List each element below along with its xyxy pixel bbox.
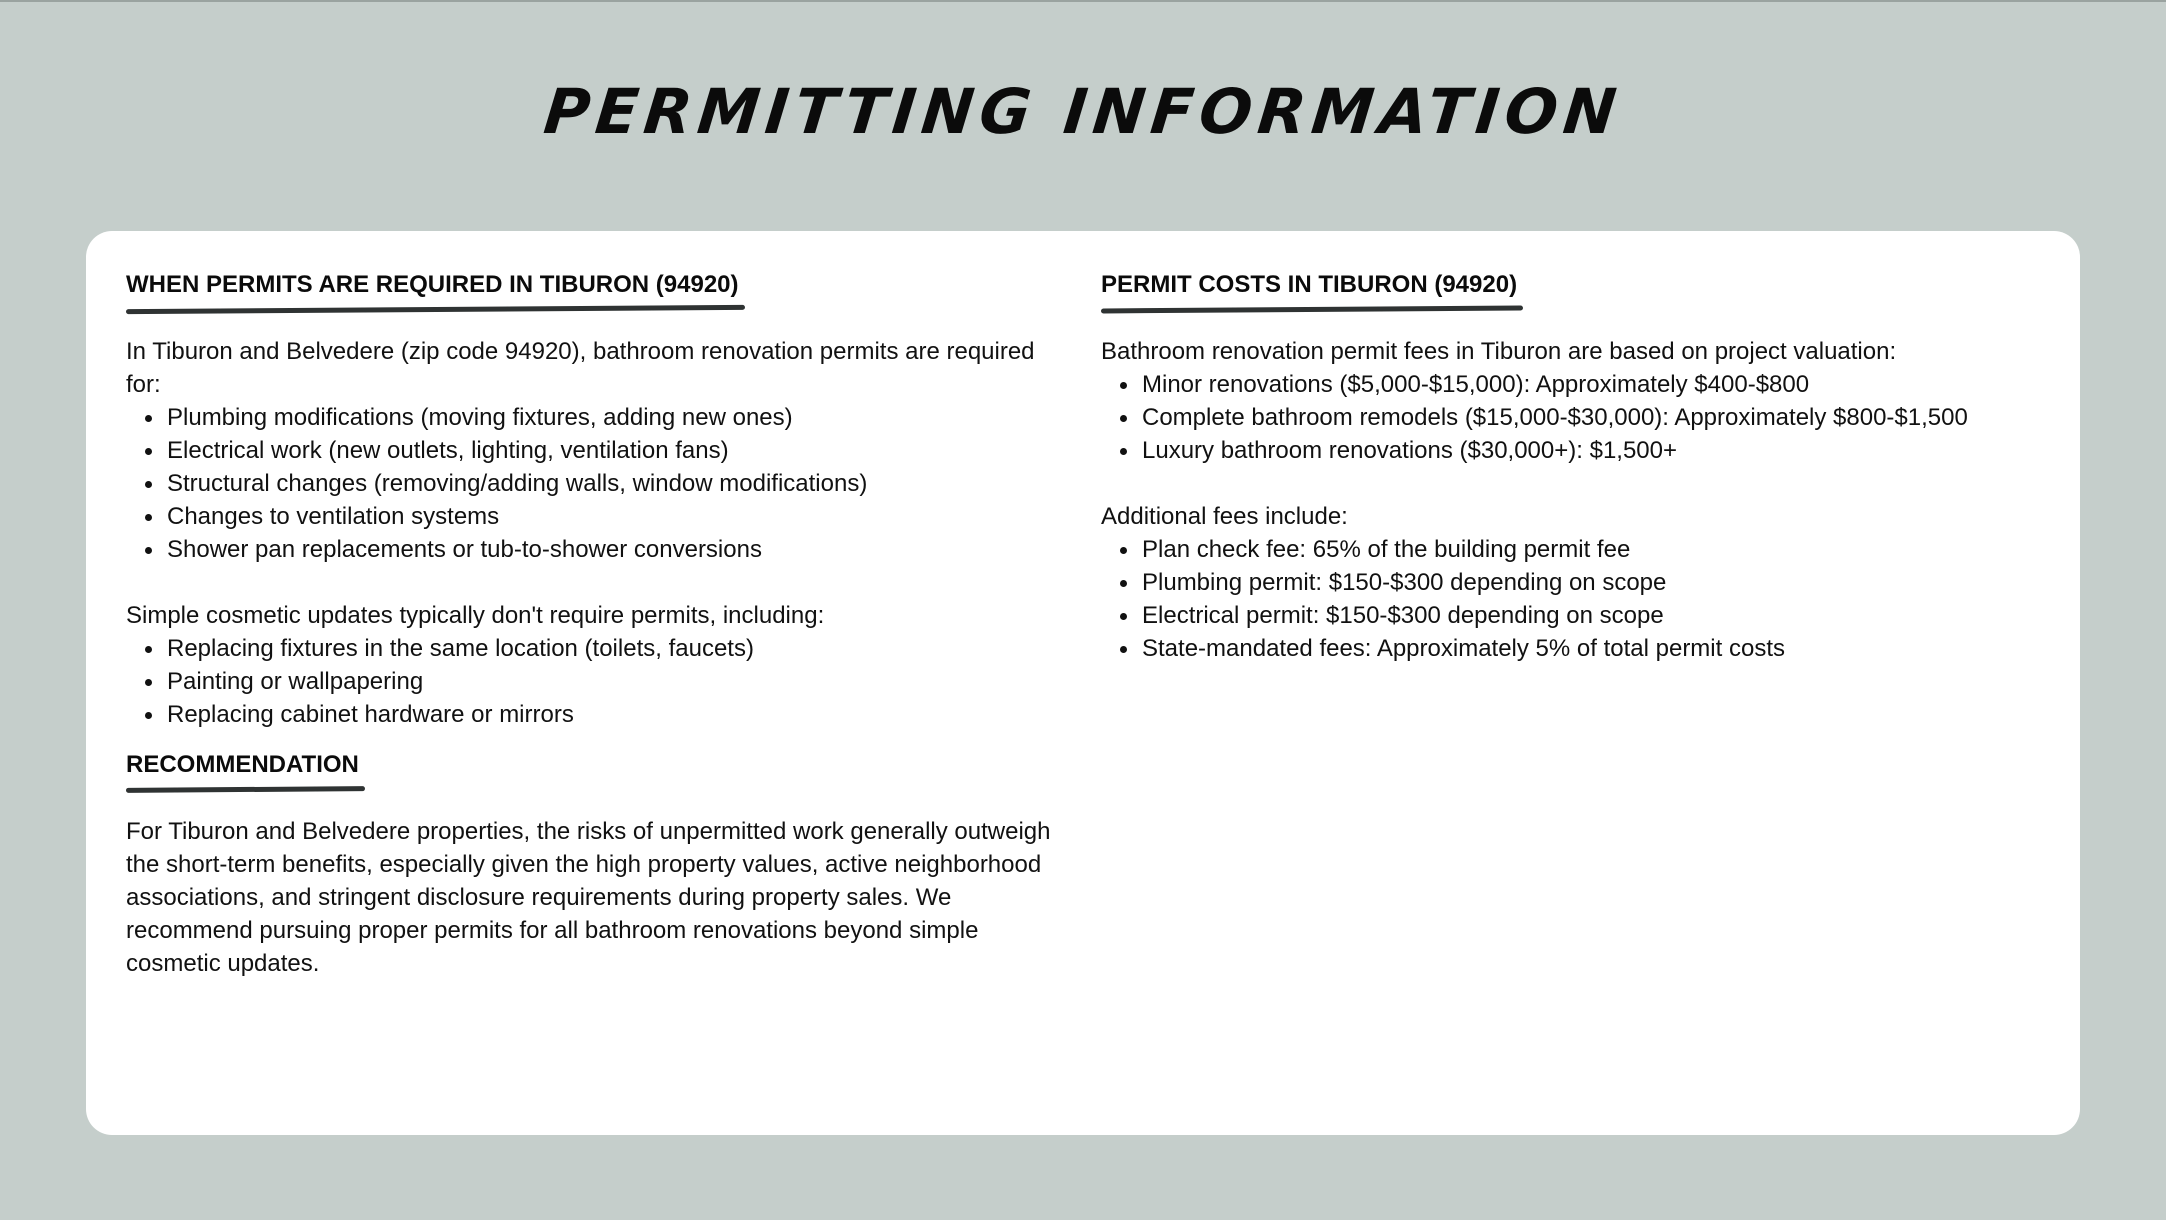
recommendation-heading-text: RECOMMENDATION (126, 750, 359, 778)
permit-costs-list (1101, 368, 2041, 467)
recommendation-text: For Tiburon and Belvedere properties, the risks of unpermitted work generally outweigh the short-term benefits, especially given the high property values, active neighborhood associations, and stringent disclosure requirements during property sales. We recommend pursuing proper permits for all bathroom renovations beyond simple cosmetic updates. (126, 817, 1051, 977)
permit-costs-heading-text: PERMIT COSTS IN TIBURON (94920) (1101, 271, 1518, 298)
list-item: Shower pan replacements or tub-to-shower conversions (167, 533, 1066, 566)
left-column (126, 271, 1066, 980)
additional-fees-list (1101, 533, 2041, 665)
content-card (86, 231, 2080, 1135)
additional-fees-intro: Additional fees include: (1101, 502, 1348, 530)
list-item: Replacing cabinet hardware or mirrors (167, 698, 1066, 731)
list-item: Plumbing modifications (moving fixtures, adding new ones) (167, 401, 1066, 434)
list-item: Complete bathroom remodels ($15,000-$30,000): Approximately $800-$1,500 (1142, 401, 2041, 434)
permit-costs-intro: Bathroom renovation permit fees in Tiburon are based on project valuation: (1101, 337, 1897, 365)
list-item: Changes to ventilation systems (167, 500, 1066, 533)
when-permits-list (126, 401, 1066, 566)
when-permits-heading-text: WHEN PERMITS ARE REQUIRED IN TIBURON (94920) (126, 271, 739, 298)
list-item: Electrical work (new outlets, lighting, ventilation fans) (167, 434, 1066, 467)
permit-costs-heading (1101, 271, 1517, 308)
when-permits-intro: In Tiburon and Belvedere (zip code 94920), bathroom renovation permits are required for: (126, 337, 1035, 398)
list-item: Structural changes (removing/adding walls, window modifications) (167, 467, 1066, 500)
when-permits-heading (126, 271, 739, 308)
right-column (1101, 271, 2041, 665)
recommendation-heading (126, 751, 359, 788)
list-item: Painting or wallpapering (167, 665, 1066, 698)
cosmetic-intro: Simple cosmetic updates typically don't require permits, including: (126, 601, 825, 629)
list-item: Plumbing permit: $150-$300 depending on scope (1142, 566, 2041, 599)
list-item: Replacing fixtures in the same location (toilets, faucets) (167, 632, 1066, 665)
top-divider (0, 0, 2166, 2)
list-item: State-mandated fees: Approximately 5% of total permit costs (1142, 632, 2041, 665)
list-item: Electrical permit: $150-$300 depending on scope (1142, 599, 2041, 632)
cosmetic-list (126, 632, 1066, 731)
page-title: PERMITTING INFORMATION (540, 75, 1626, 148)
list-item: Minor renovations ($5,000-$15,000): Approximately $400-$800 (1142, 368, 2041, 401)
list-item: Plan check fee: 65% of the building permit fee (1142, 533, 2041, 566)
list-item: Luxury bathroom renovations ($30,000+): $1,500+ (1142, 434, 2041, 467)
